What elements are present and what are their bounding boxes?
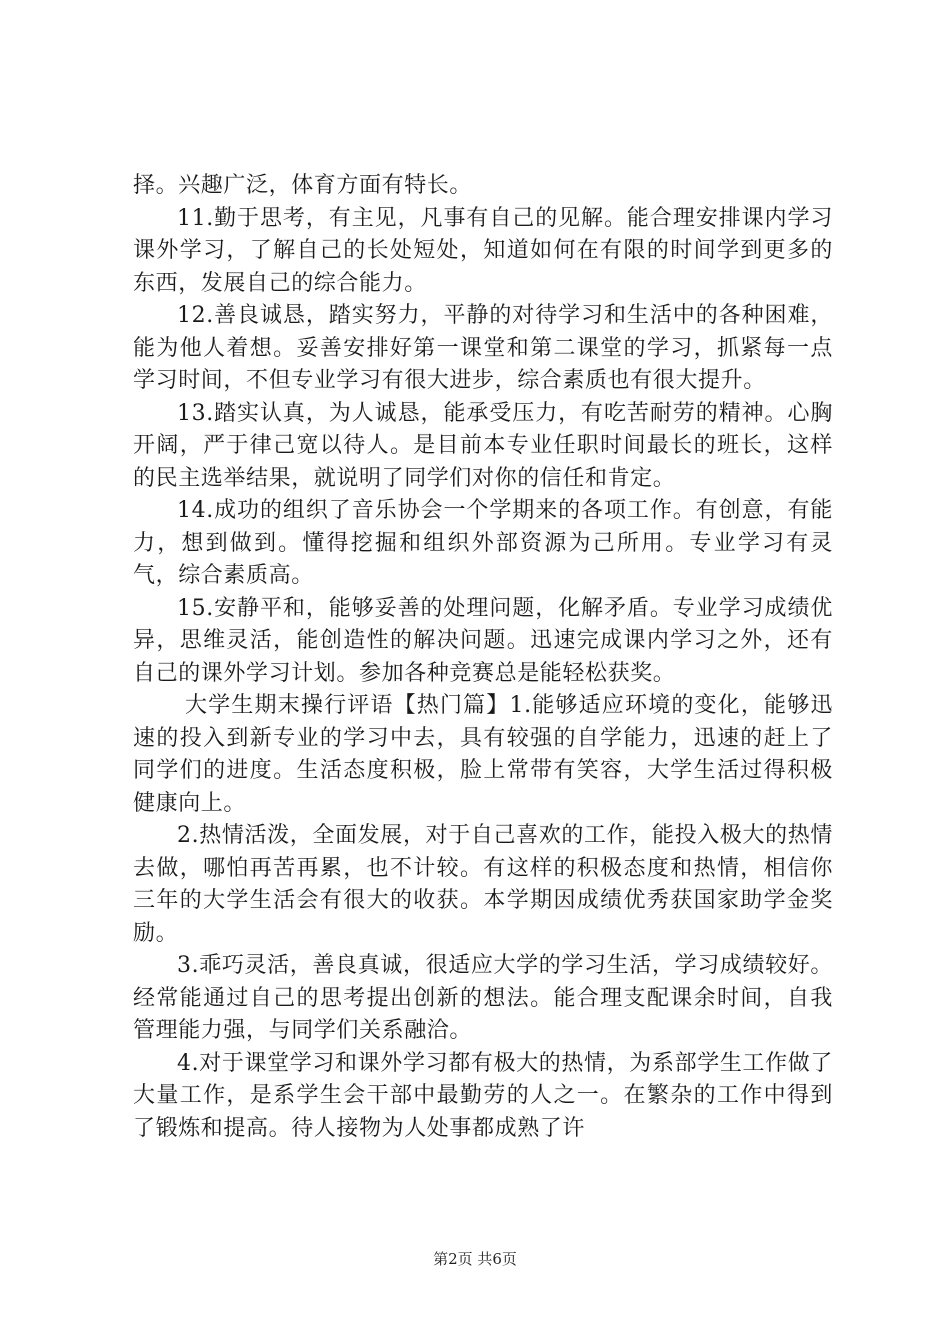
paragraph-section-hot: 大学生期末操行评语【热门篇】1.能够适应环境的变化，能够迅速的投入到新专业的学习中去，具有较强的自学能力，迅速的赶上了同学们的进度。生活态度积极，脸上常带有笑容，大学生活过得积极健康向上。	[133, 693, 833, 816]
paragraph-item-12: 12.善良诚恳，踏实努力，平静的对待学习和生活中的各种困难，能为他人着想。妥善安排好第一课堂和第二课堂的学习，抓紧每一点学习时间，不但专业学习有很大进步，综合素质也有很大提升。	[133, 303, 833, 393]
paragraph-item-14: 14.成功的组织了音乐协会一个学期来的各项工作。有创意，有能力，想到做到。懂得挖掘和组织外部资源为己所用。专业学习有灵气，综合素质高。	[133, 498, 833, 588]
paragraph-item-15: 15.安静平和，能够妥善的处理问题，化解矛盾。专业学习成绩优异，思维灵活，能创造性的解决问题。迅速完成课内学习之外，还有自己的课外学习计划。参加各种竞赛总是能轻松获奖。	[133, 595, 833, 686]
paragraph-item-4: 4.对于课堂学习和课外学习都有极大的热情，为系部学生工作做了大量工作，是系学生会干部中最勤劳的人之一。在繁杂的工作中得到了锻炼和提高。待人接物为人处事都成熟了许	[133, 1050, 833, 1141]
paragraph-continuation: 择。兴趣广泛，体育方面有特长。	[133, 173, 473, 198]
paragraph-item-13: 13.踏实认真，为人诚恳，能承受压力，有吃苦耐劳的精神。心胸开阔，严于律己宽以待人。是目前本专业任职时间最长的班长，这样的民主选举结果，就说明了同学们对你的信任和肯定。	[133, 400, 833, 491]
paragraph-item-11: 11.勤于思考，有主见，凡事有自己的见解。能合理安排课内学习课外学习，了解自己的长处短处，知道如何在有限的时间学到更多的东西，发展自己的综合能力。	[133, 205, 833, 296]
page-footer: 第2页 共6页	[433, 1250, 517, 1268]
document-body	[133, 170, 833, 1145]
paragraph-item-2: 2.热情活泼，全面发展，对于自己喜欢的工作，能投入极大的热情去做，哪怕再苦再累，也不计较。有这样的积极态度和热情，相信你三年的大学生活会有很大的收获。本学期因成绩优秀获国家助学金奖励。	[133, 823, 833, 946]
paragraph-item-3: 3.乖巧灵活，善良真诚，很适应大学的学习生活，学习成绩较好。经常能通过自己的思考提出创新的想法。能合理支配课余时间，自我管理能力强，与同学们关系融洽。	[133, 953, 833, 1043]
